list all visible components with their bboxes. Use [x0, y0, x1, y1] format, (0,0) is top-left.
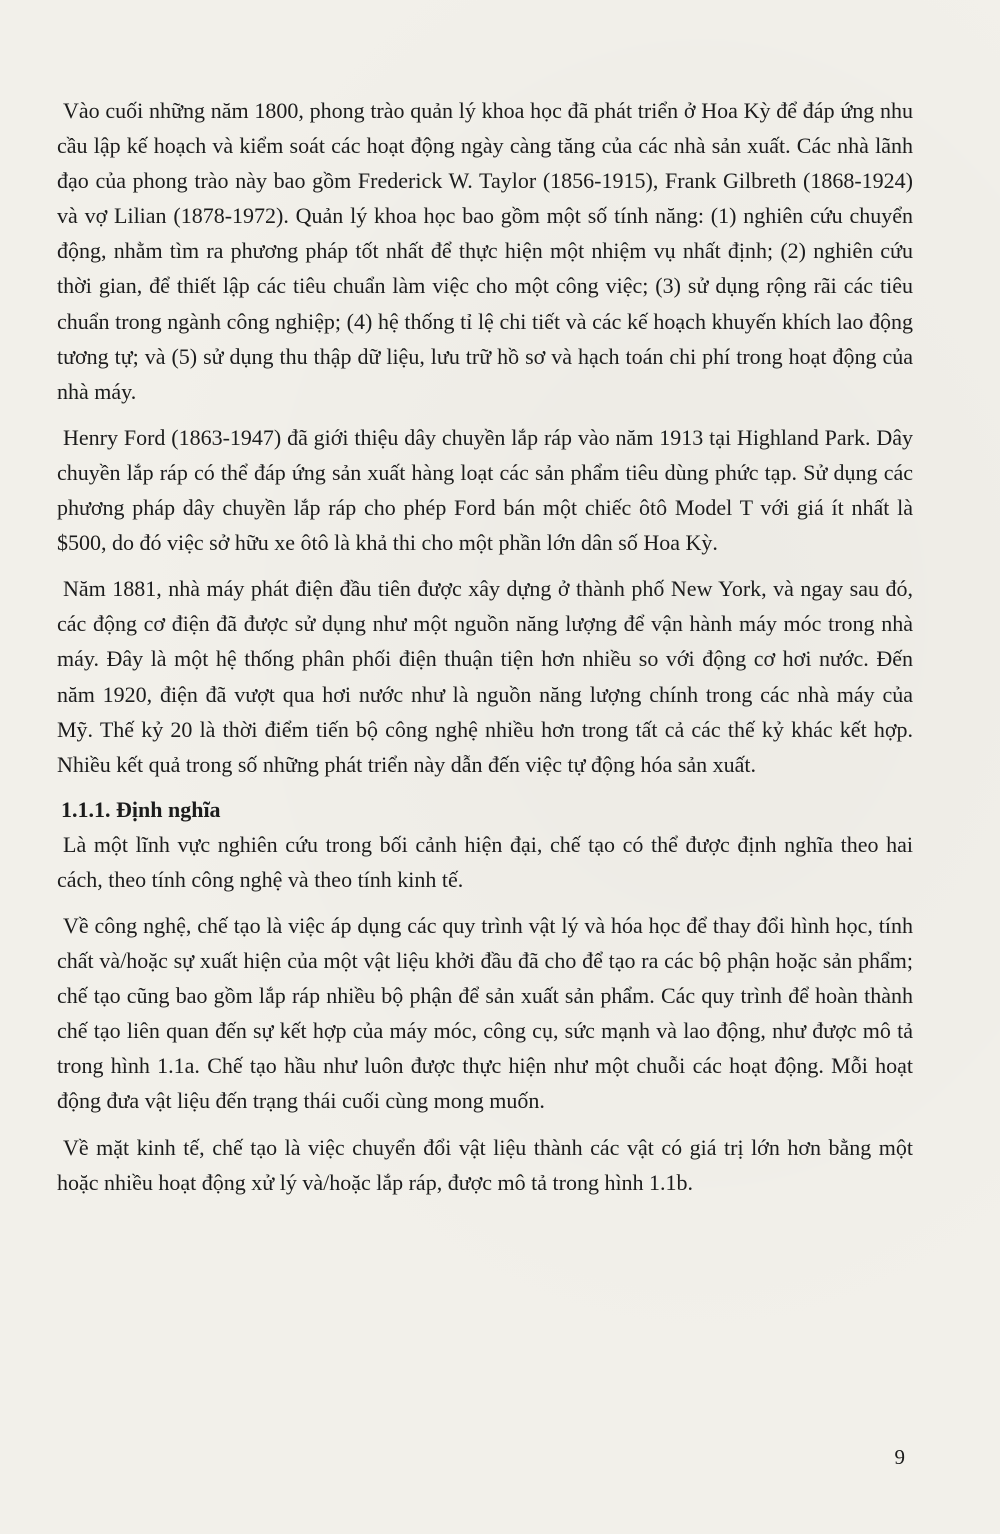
paragraph-electric-power: Năm 1881, nhà máy phát điện đầu tiên được xây dựng ở thành phố New York, và ngay sau đó, các động cơ điện đã được sử dụng như một nguồn năng lượng để vận hành máy móc trong nhà máy. Đây là một hệ thống phân phối điện thuận tiện hơn nhiều so với động cơ hơi nước. Đến năm 1920, điện đã vượt qua hơi nước như là nguồn năng lượng chính trong các nhà máy của Mỹ. Thế kỷ 20 là thời điểm tiến bộ công nghệ nhiều hơn trong tất cả các thế kỷ khác kết hợp. Nhiều kết quả trong số những phát triển này dẫn đến việc tự động hóa sản xuất. — [57, 576, 913, 777]
paragraph-economic-definition: Về mặt kinh tế, chế tạo là việc chuyển đổi vật liệu thành các vật có giá trị lớn hơn bằng một hoặc nhiều hoạt động xử lý và/hoặc lắp ráp, được mô tả trong hình 1.1b. — [57, 1134, 913, 1195]
section-heading: 1.1.1. Định nghĩa — [61, 796, 221, 822]
page-body — [57, 93, 913, 1200]
paragraph-technological-definition: Về công nghệ, chế tạo là việc áp dụng các quy trình vật lý và hóa học để thay đổi hình học, tính chất và/hoặc sự xuất hiện của một vật liệu khởi đầu đã cho để tạo ra các bộ phận hoặc sản phẩm; chế tạo cũng bao gồm lắp ráp nhiều bộ phận để sản xuất sản phẩm. Các quy trình để hoàn thành chế tạo liên quan đến sự kết hợp của máy móc, công cụ, sức mạnh và lao động, như được mô tả trong hình 1.1a. Chế tạo hầu như luôn được thực hiện như một chuỗi các hoạt động. Mỗi hoạt động đưa vật liệu đến trạng thái cuối cùng mong muốn. — [57, 912, 913, 1114]
page-number: 9 — [894, 1445, 905, 1469]
paragraph-scientific-management: Vào cuối những năm 1800, phong trào quản lý khoa học đã phát triển ở Hoa Kỳ để đáp ứng nhu cầu lập kế hoạch và kiểm soát các hoạt động ngày càng tăng của các nhà sản xuất. Các nhà lãnh đạo của phong trào này bao gồm Frederick W. Taylor (1856-1915), Frank Gilbreth (1868-1924) và vợ Lilian (1878-1972). Quản lý khoa học bao gồm một số tính năng: (1) nghiên cứu chuyển động, nhằm tìm ra phương pháp tốt nhất để thực hiện một nhiệm vụ nhất định; (2) nghiên cứu thời gian, để thiết lập các tiêu chuẩn làm việc cho một công việc; (3) sử dụng rộng rãi các tiêu chuẩn trong ngành công nghiệp; (4) hệ thống tỉ lệ chi tiết và các kế hoạch khuyến khích lao động tương tự; và (5) sử dụng thu thập dữ liệu, lưu trữ hồ sơ và hạch toán chi phí trong hoạt động của nhà máy. — [57, 98, 913, 404]
paragraph-definition-intro: Là một lĩnh vực nghiên cứu trong bối cảnh hiện đại, chế tạo có thể được định nghĩa theo hai cách, theo tính công nghệ và theo tính kinh tế. — [57, 831, 913, 892]
paragraph-henry-ford: Henry Ford (1863-1947) đã giới thiệu dây chuyền lắp ráp vào năm 1913 tại Highland Park. Dây chuyền lắp ráp có thể đáp ứng sản xuất hàng loạt các sản phẩm tiêu dùng phức tạp. Sử dụng các phương pháp dây chuyền lắp ráp cho phép Ford bán một chiếc ôtô Model T với giá ít nhất là $500, do đó việc sở hữu xe ôtô là khả thi cho một phần lớn dân số Hoa Kỳ. — [57, 424, 913, 556]
